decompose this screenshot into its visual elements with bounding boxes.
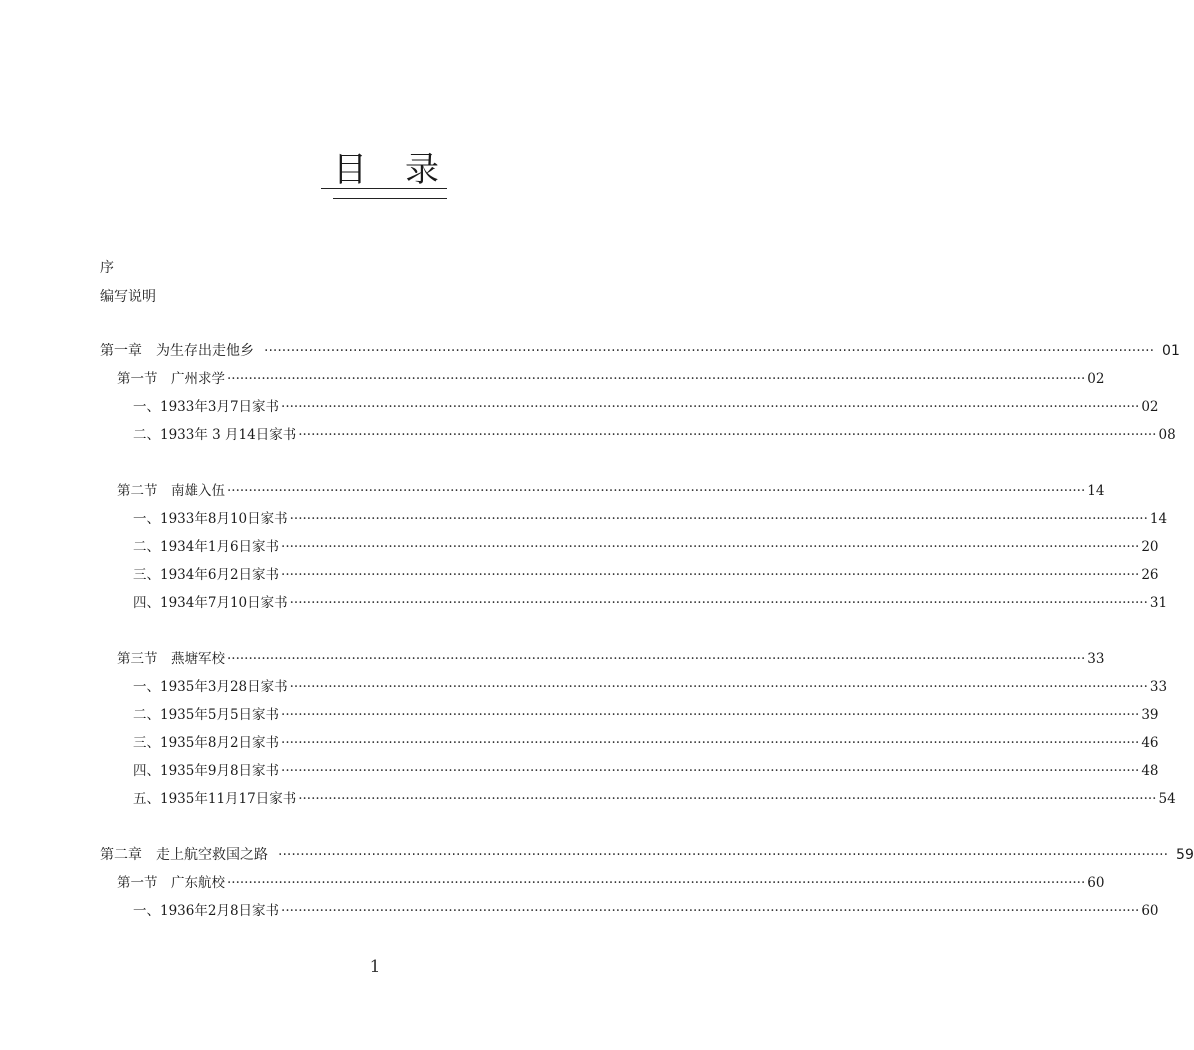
toc-section-row[interactable]: [117, 873, 1105, 893]
dot-leader: ········································································································································································································: [298, 791, 1157, 807]
toc-entry-title: 一、1933年3月7日家书: [133, 399, 280, 415]
toc-entry-title: 一、1933年8月10日家书: [133, 511, 288, 527]
toc-page-number: 48: [1141, 763, 1159, 779]
dot-leader: ········································································································································································································: [289, 595, 1148, 611]
toc-entry-row[interactable]: [133, 761, 1159, 781]
toc-page-number: 01: [1162, 343, 1180, 359]
toc-page-number: 54: [1158, 791, 1176, 807]
toc-entry-row[interactable]: [133, 397, 1159, 417]
page-number: 1: [369, 957, 381, 977]
dot-leader: ········································································································································································································: [281, 539, 1140, 555]
toc-entry-row[interactable]: [133, 789, 1176, 809]
toc-chapter-row[interactable]: [100, 341, 1180, 361]
toc-entry-title: 第二章 走上航空救国之路: [100, 847, 268, 863]
toc-entry-title: 第一章 为生存出走他乡: [100, 343, 254, 359]
toc-entry-title: 二、1934年1月6日家书: [133, 539, 280, 555]
dot-leader: ········································································································································································································: [281, 763, 1140, 779]
toc-page-number: 14: [1149, 511, 1168, 527]
toc-page-number: 02: [1141, 399, 1159, 415]
toc-section-row[interactable]: [117, 649, 1105, 669]
toc-entry-row[interactable]: [133, 565, 1159, 585]
toc-section-row[interactable]: [117, 369, 1105, 389]
toc-page-number: 33: [1149, 679, 1168, 695]
toc-page-number: 39: [1141, 707, 1159, 723]
title-underline-secondary: [333, 198, 447, 199]
toc-entry-title: 一、1936年2月8日家书: [133, 903, 280, 919]
toc-entry-row[interactable]: [133, 509, 1168, 529]
toc-page-number: 33: [1087, 651, 1105, 667]
dot-leader: ········································································································································································································: [281, 735, 1140, 751]
title-underline: [321, 188, 447, 189]
dot-leader: ········································································································································································································: [227, 371, 1086, 387]
dot-leader: ········································································································································································································: [227, 483, 1086, 499]
toc-entry-title: 三、1934年6月2日家书: [133, 567, 280, 583]
dot-leader: ········································································································································································································: [281, 399, 1140, 415]
dot-leader: ········································································································································································································: [278, 847, 1169, 863]
dot-leader: ········································································································································································································: [289, 511, 1148, 527]
dot-leader: ········································································································································································································: [289, 679, 1148, 695]
toc-entry-title: 一、1935年3月28日家书: [133, 679, 288, 695]
toc-entry-title: 三、1935年8月2日家书: [133, 735, 280, 751]
dot-leader: ········································································································································································································: [281, 567, 1140, 583]
toc-page-number: 14: [1087, 483, 1105, 499]
toc-section-row[interactable]: [117, 481, 1105, 501]
toc-entry-title: 二、1935年5月5日家书: [133, 707, 280, 723]
toc-entry-row[interactable]: [133, 537, 1159, 557]
toc-entry-row[interactable]: [133, 425, 1176, 445]
toc-page-number: 20: [1141, 539, 1159, 555]
toc-entry-row[interactable]: [133, 733, 1159, 753]
dot-leader: ········································································································································································································: [227, 875, 1086, 891]
toc-page-number: 59: [1176, 847, 1194, 863]
toc-entry-title: 第三节 燕塘军校: [117, 651, 225, 667]
toc-page-number: 26: [1141, 567, 1159, 583]
toc-page-number: 60: [1087, 875, 1105, 891]
toc-entry-title: 四、1935年9月8日家书: [133, 763, 280, 779]
toc-preface[interactable]: 序: [100, 260, 114, 276]
dot-leader: ········································································································································································································: [264, 343, 1155, 359]
toc-entry-row[interactable]: [133, 705, 1159, 725]
toc-entry-row[interactable]: [133, 901, 1159, 921]
toc-page-number: 08: [1158, 427, 1176, 443]
toc-entry-title: 第一节 广州求学: [117, 371, 225, 387]
page-title: 目录: [333, 150, 477, 190]
toc-entry-row[interactable]: [133, 593, 1168, 613]
toc-entry-title: 二、1933年 3 月14日家书: [133, 427, 297, 443]
toc-chapter-row[interactable]: [100, 845, 1194, 865]
toc-page-number: 31: [1149, 595, 1168, 611]
dot-leader: ········································································································································································································: [227, 651, 1086, 667]
toc-entry-title: 第一节 广东航校: [117, 875, 225, 891]
toc-page-number: 46: [1141, 735, 1159, 751]
toc-editorial-notes[interactable]: 编写说明: [100, 289, 156, 305]
dot-leader: ········································································································································································································: [298, 427, 1157, 443]
toc-page-number: 02: [1087, 371, 1105, 387]
toc-entry-row[interactable]: [133, 677, 1168, 697]
dot-leader: ········································································································································································································: [281, 903, 1140, 919]
toc-entry-title: 四、1934年7月10日家书: [133, 595, 288, 611]
toc-entry-title: 五、1935年11月17日家书: [133, 791, 297, 807]
toc-page-number: 60: [1141, 903, 1159, 919]
toc-entry-title: 第二节 南雄入伍: [117, 483, 225, 499]
dot-leader: ········································································································································································································: [281, 707, 1140, 723]
